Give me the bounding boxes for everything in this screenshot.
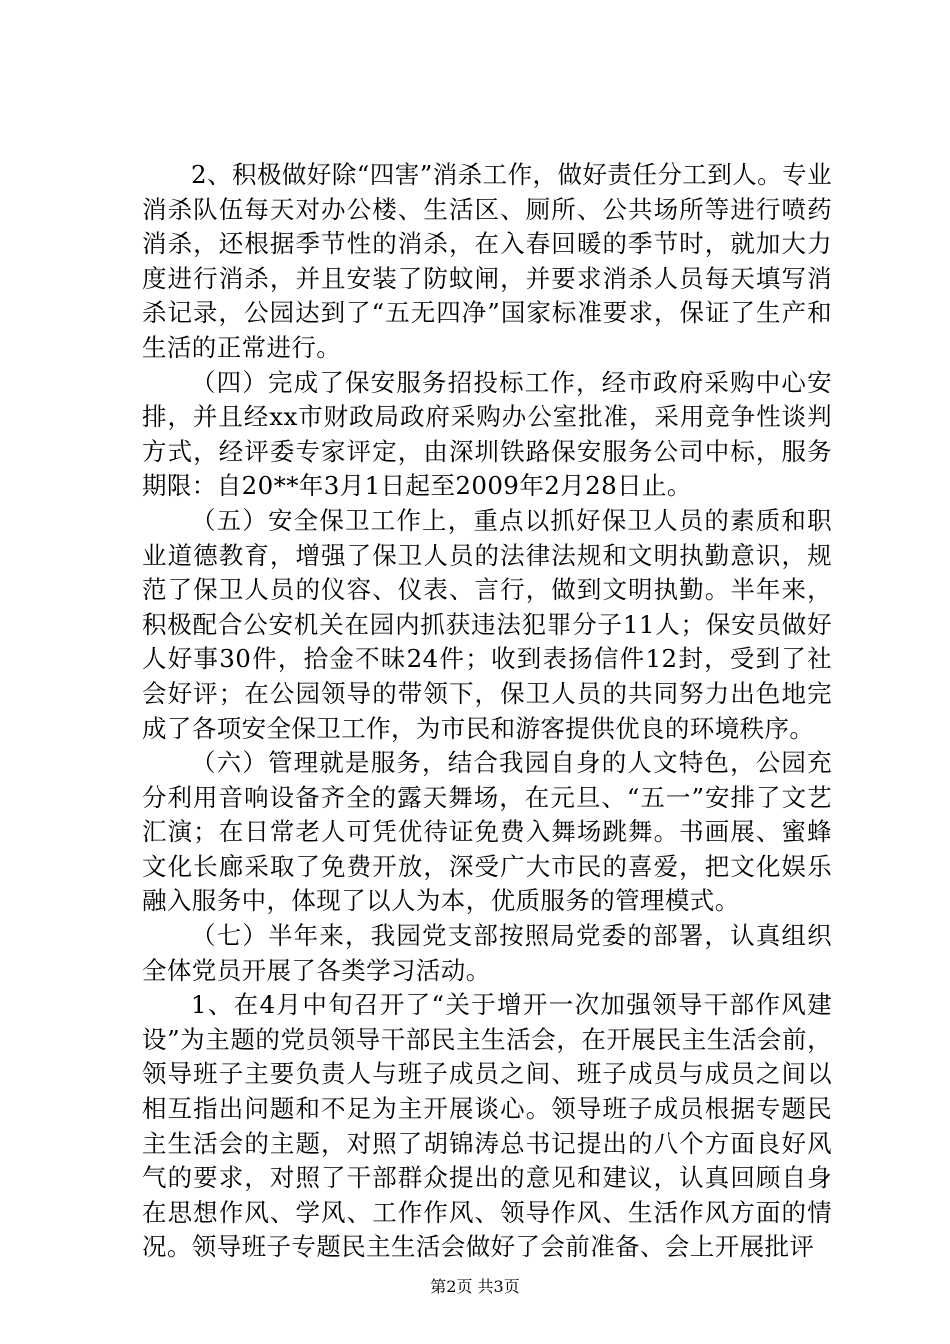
- paragraph-democratic-meeting: 1、在4月中旬召开了“关于增开一次加强领导干部作风建设”为主题的党员领导干部民主生活会，在开展民主生活会前，领导班子主要负责人与班子成员之间、班子成员与成员之间以相互指出问题和不足为主开展谈心。领导班子成员根据专题民主生活会的主题，对照了胡锦涛总书记提出的八个方面良好风气的要求，对照了干部群众提出的意见和建议，认真回顾自身在思想作风、学风、工作作风、领导作风、生活作风方面的情况。领导班子专题民主生活会做好了会前准备、会上开展批评: [142, 990, 832, 1262]
- page-number-footer: 第2页 共3页: [430, 1277, 520, 1296]
- paragraph-security-work: （五）安全保卫工作上，重点以抓好保卫人员的素质和职业道德教育，增强了保卫人员的法律法规和文明执勤意识，规范了保卫人员的仪容、仪表、言行，做到文明执勤。半年来，积极配合公安机关在园内抓获违法犯罪分子11人；保安员做好人好事30件，拾金不昧24件；收到表扬信件12封，受到了社会好评；在公园领导的带领下，保卫人员的共同努力出色地完成了各项安全保卫工作，为市民和游客提供优良的环境秩序。: [142, 505, 832, 743]
- document-body: [142, 158, 832, 1265]
- paragraph-management-service: （六）管理就是服务，结合我园自身的人文特色，公园充分利用音响设备齐全的露天舞场，在元旦、“五一”安排了文艺汇演；在日常老人可凭优待证免费入舞场跳舞。书画展、蜜蜂文化长廊采取了免费开放，深受广大市民的喜爱，把文化娱乐融入服务中，体现了以人为本，优质服务的管理模式。: [142, 748, 832, 916]
- paragraph-party-branch: （七）半年来，我园党支部按照局党委的部署，认真组织全体党员开展了各类学习活动。: [142, 921, 832, 985]
- paragraph-pest-control: 2、积极做好除“四害”消杀工作，做好责任分工到人。专业消杀队伍每天对办公楼、生活区、厕所、公共场所等进行喷药消杀，还根据季节性的消杀，在入春回暖的季节时，就加大力度进行消杀，并且安装了防蚊闸，并要求消杀人员每天填写消杀记录，公园达到了“五无四净”国家标准要求，保证了生产和生活的正常进行。: [142, 160, 832, 362]
- paragraph-security-tender: （四）完成了保安服务招投标工作，经市政府采购中心安排，并且经xx市财政局政府采购办公室批准，采用竞争性谈判方式，经评委专家评定，由深圳铁路保安服务公司中标，服务期限：自20**年3月1日起至2009年2月28日止。: [142, 367, 832, 501]
